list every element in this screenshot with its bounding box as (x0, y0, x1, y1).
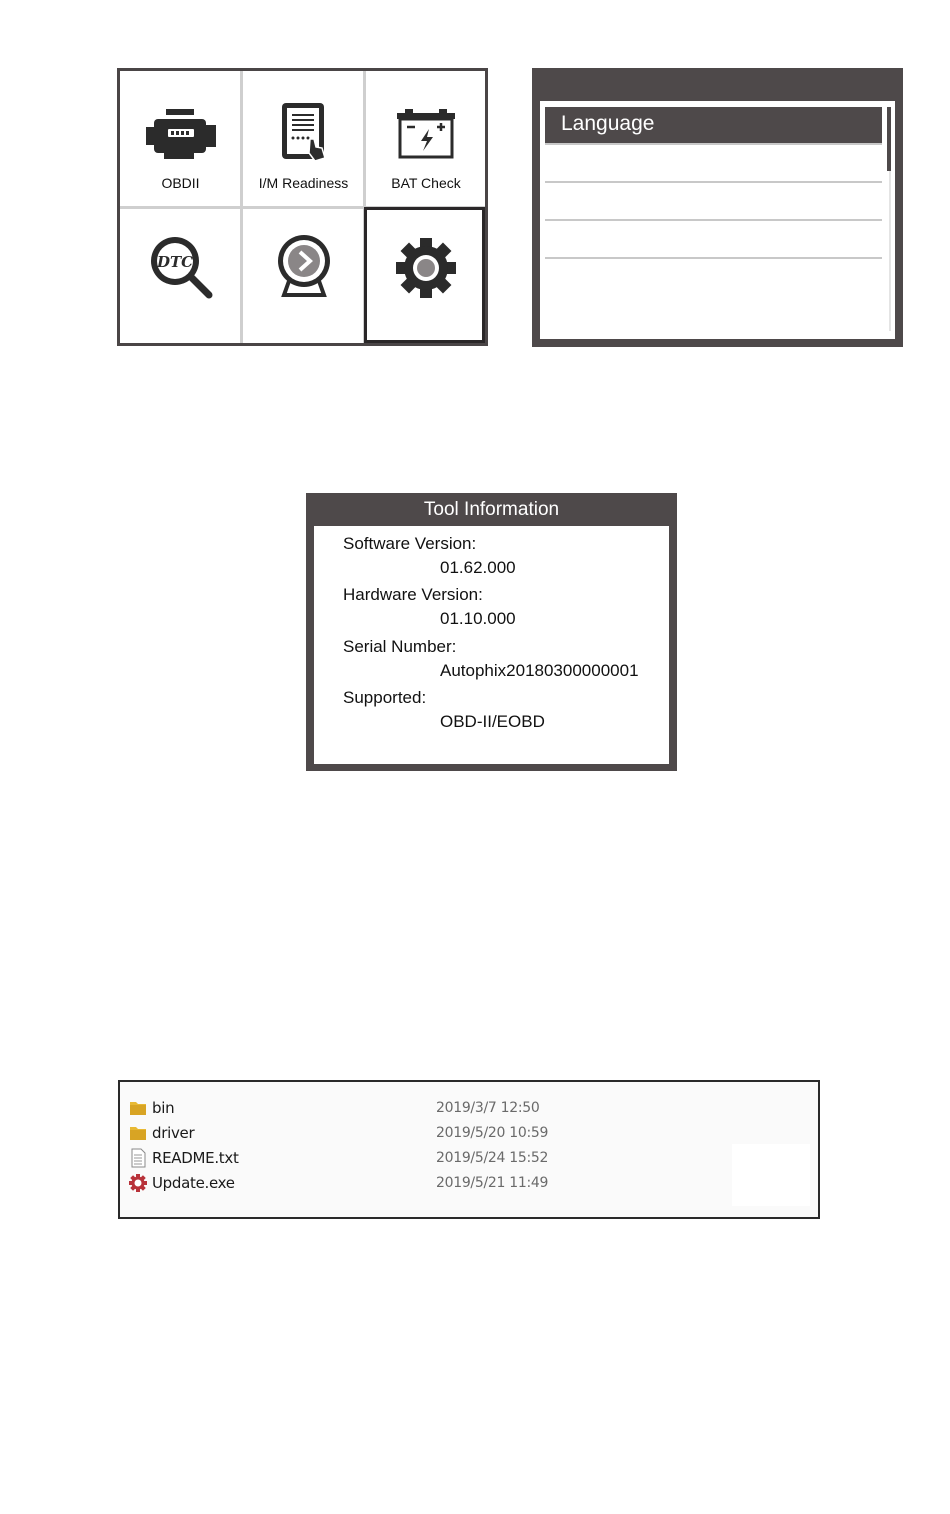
settings-item[interactable] (545, 259, 882, 297)
file-date: 2019/5/21 11:49 (436, 1175, 549, 1191)
settings-panel (532, 68, 903, 347)
menu-item-im-readiness[interactable] (243, 71, 364, 207)
settings-item[interactable] (545, 183, 882, 221)
engine-icon (144, 107, 218, 167)
panel-title: Tool Information (423, 499, 560, 520)
menu-item-obdii[interactable] (120, 71, 241, 207)
file-date: 2019/5/24 15:52 (436, 1150, 549, 1166)
exe-gear-icon (128, 1173, 148, 1193)
file-explorer-list (118, 1080, 820, 1219)
tablet-touch-icon (276, 101, 332, 165)
dtc-magnifier-icon (147, 233, 215, 299)
file-date: 2019/5/20 10:59 (436, 1125, 549, 1141)
menu-item-label: OBDII (161, 175, 200, 191)
file-row-bin[interactable] (126, 1096, 726, 1120)
menu-item-dtc[interactable] (120, 209, 241, 343)
scrollbar-thumb[interactable] (887, 107, 891, 171)
serial-number-value: Autophix20180300000001 (440, 661, 639, 680)
software-version-label: Software Version: (343, 534, 477, 553)
menu-item-label: I/M Readiness (258, 175, 349, 191)
menu-item-label: BAT Check (391, 175, 461, 191)
folder-icon (128, 1098, 148, 1118)
settings-item[interactable] (545, 145, 882, 183)
battery-icon (395, 107, 457, 161)
playback-icon (275, 233, 333, 299)
folder-icon (128, 1123, 148, 1143)
menu-item-playback[interactable] (243, 209, 364, 343)
tool-information-body (314, 526, 669, 764)
selected-highlight (364, 207, 485, 343)
file-row-readme[interactable] (126, 1146, 726, 1170)
svg-text:DTC: DTC (156, 253, 193, 271)
hardware-version-value: 01.10.000 (440, 609, 516, 628)
file-name: README.txt (152, 1149, 239, 1167)
software-version-value: 01.62.000 (440, 558, 516, 577)
file-row-update[interactable] (126, 1171, 726, 1195)
file-name: Update.exe (152, 1174, 235, 1192)
settings-item-label: Language (561, 112, 655, 135)
blank-area (732, 1144, 810, 1206)
settings-list (540, 101, 895, 339)
file-name: driver (152, 1124, 195, 1142)
serial-number-label: Serial Number: (343, 637, 457, 656)
hardware-version-label: Hardware Version: (343, 585, 483, 604)
settings-item[interactable] (545, 221, 882, 259)
settings-item-language[interactable] (545, 107, 882, 145)
text-file-icon (128, 1148, 148, 1168)
supported-value: OBD-II/EOBD (440, 712, 545, 731)
file-row-driver[interactable] (126, 1121, 726, 1145)
file-name: bin (152, 1099, 175, 1117)
file-date: 2019/3/7 12:50 (436, 1100, 540, 1116)
menu-item-bat-check[interactable] (366, 71, 486, 207)
supported-label: Supported: (343, 688, 427, 707)
tool-information-panel (306, 493, 677, 771)
main-menu-grid (117, 68, 488, 346)
